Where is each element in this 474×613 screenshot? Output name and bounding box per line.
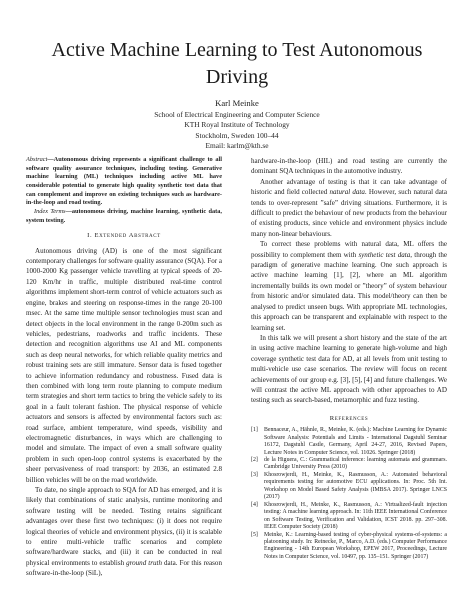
abstract-lead: Abstract	[26, 156, 48, 163]
reference-number: [1]	[251, 427, 258, 434]
affiliation-line-1: School of Electrical Engineering and Computer Science	[154, 109, 320, 119]
body-paragraph	[26, 485, 222, 579]
reference-text: Khosrowjerdi, H., Meinke, K., Rasmusson, A.: Virtualized-fault injection testing: A machine learning approach. In: 11th IEEE International Conference on Software Testing, Verification and Validation, ICST 2018. pp. 297–308. IEEE Computer Society (2018)	[264, 501, 447, 531]
emphasis-text: natural data	[329, 188, 365, 197]
abstract-text: —Autonomous driving represents a significant challenge to all software quality assurance techniques, including testing. Generative machine learning (ML) techniques including active ML have considerable potential to generate high quality synthetic test data that can complement and improve on existing techniques such as hardware-in-the-loop and road testing.	[26, 156, 222, 207]
left-column	[26, 156, 222, 579]
affiliation-line-2: KTH Royal Institute of Technology	[184, 120, 290, 129]
reference-list	[251, 427, 447, 561]
reference-text: de la Higuera, C.: Grammatical inference: learning automata and grammars. Cambridge University Press (2010)	[264, 456, 447, 471]
author-email: Email: karlm@kth.se	[205, 141, 269, 150]
reference-number: [3]	[251, 471, 258, 478]
index-terms	[26, 208, 222, 225]
reference-item	[251, 457, 447, 472]
abstract	[26, 156, 222, 208]
reference-item	[251, 532, 447, 562]
references-heading: References	[329, 414, 369, 422]
section-heading: I. Extended Abstract	[87, 232, 161, 240]
emphasis-text: synthetic test data	[358, 250, 411, 259]
emphasis-text: ground truth	[126, 558, 162, 567]
reference-text: Khosrowjerdi, H., Meinke, K., Rasmusson, A.: Automated behavioral requirements testing for automotive ECU applications. In: Proc. 5th Int. Workshop on Model Based Safety Analysis (IMBSA 2017). Springer LNCS (2017)	[264, 471, 447, 501]
author-name: Karl Meinke	[215, 98, 259, 108]
affiliation-line-3: Stockholm, Sweden 100–44	[195, 130, 279, 140]
reference-item	[251, 502, 447, 532]
author-block	[100, 98, 374, 152]
index-terms-text: —autonomous driving, machine learning, synthetic data, system testing.	[26, 207, 222, 224]
body-paragraph	[251, 177, 447, 239]
body-text: . However, such natural data tends to over-represent ”safe” driving situations. Furthermore, it is difficult to predict the behaviour of new products from the behaviour of existing products, since vehicle and environment physics include many non-linear behaviours.	[251, 188, 447, 238]
body-text: data. For this reason software-in-the-loop (SiL),	[26, 558, 222, 578]
right-column	[251, 156, 447, 561]
reference-item	[251, 472, 447, 502]
reference-text: Meinke, K.: Learning-based testing of cyber-physical systems-of-systems: a platooning study. In: Reinecke, P., Marco, A.D. (eds.) Computer Performance Engineering - 14th European Workshop, EPEW 2017, Proceedings, Lecture Notes in Computer Science, vol. 10497, pp. 135–151. Springer (2017)	[264, 531, 447, 560]
body-paragraph: Autonomous driving (AD) is one of the most significant contemporary challenges for software quality assurance (SQA). For a 1000-2000 Kg passenger vehicle travelling at typical speeds of 20-120 Km/hr in traffic, multiple distributed real-time control algorithms implement short-term control of vehicle actuators such as engine, brakes and steering on response-times in the range 20-100 msec. At the same time multiple sensor technologies must scan and detect objects in the local environment in the range 0-200m such as vehicles, pedestrians, roadworks and traffic incidents. These detection and recognition algorithms use AI and ML components such as deep neural networks, for which reliable quality metrics and robust training sets are still immature. Sensor data is fused together to achieve information redundancy and robustness. Fused data is then combined with long term route planning to compute medium term strategies and short term tactics to bring the vehicle safely to its goal in a fault tolerant fashion. The physical response of vehicle actuators and sensors is affected by environmental factors such as: road surface, ambient temperature, wind speeds, visibility and electromagnetic disturbances, in ways which are challenging to model and simulate. The impact of even a small software quality problem in such open-loop control systems is exacerbated by the sheer pervasiveness of road transport: by 2036, an estimated 2.8 billion vehicles will be on the road worldwide.	[26, 246, 222, 484]
body-text: To date, no single approach to SQA for AD has emerged, and it is likely that combinations of static analysis, runtime monitoring and software testing will be needed. Testing retains significant advantages over these first two techniques: (i) it does not require logical theories of vehicle and environment physics, (ii) it is scalable to entire multi-vehicle traffic scenarios and complete software/hardware stacks, and (iii) it can be conducted in real physical environments to establish	[26, 486, 222, 567]
reference-number: [5]	[251, 531, 258, 538]
reference-text: Bennaceur, A., Hähnle, R., Meinke, K. (eds.): Machine Learning for Dynamic Software Analysis: Potentials and Limits - International Dagstuhl Seminar 16172, Dagstuhl Castle, Germany, April 24-27, 2016, Revised Papers, Lecture Notes in Computer Science, vol. 11026. Springer (2018)	[264, 427, 447, 456]
reference-item	[251, 427, 447, 457]
index-terms-lead: Index Terms	[34, 207, 66, 215]
body-paragraph	[251, 239, 447, 333]
reference-number: [4]	[251, 501, 258, 508]
reference-number: [2]	[251, 456, 258, 463]
body-text: , through the paradigm of generative machine learning. One such approach is active machine learning [1], [2], where an ML algorithm incrementally builds its own model or ”theory” of system behaviour from historic and/or simulated data. This model/theory can then be analysed to predict unseen bugs. With appropriate ML technologies, this approach can be transparent and explainable with respect to the learning set.	[251, 250, 447, 332]
body-paragraph: In this talk we will present a short history and the state of the art in using active machine learning to generate high-volume and high coverage synthetic test data for AD, at all levels from unit testing to multi-vehicle use case scenarios. The review will focus on recent achievements of our group e.g. [3], [5], [4] and future challenges. We will contrast the active ML approach with other approaches to AD testing such as search-based, metamorphic and fuzz testing.	[251, 333, 447, 405]
body-text: Another advantage of testing is that it can take advantage of historic and field collected	[251, 177, 447, 197]
paper-title: Active Machine Learning to Test Autonomous Driving	[51, 39, 423, 88]
body-text: To correct these problems with natural data, ML offers the possibility to complement them with	[251, 240, 447, 259]
body-paragraph: hardware-in-the-loop (HIL) and road testing are currently the dominant SQA techniques in the automotive industry.	[251, 157, 447, 176]
